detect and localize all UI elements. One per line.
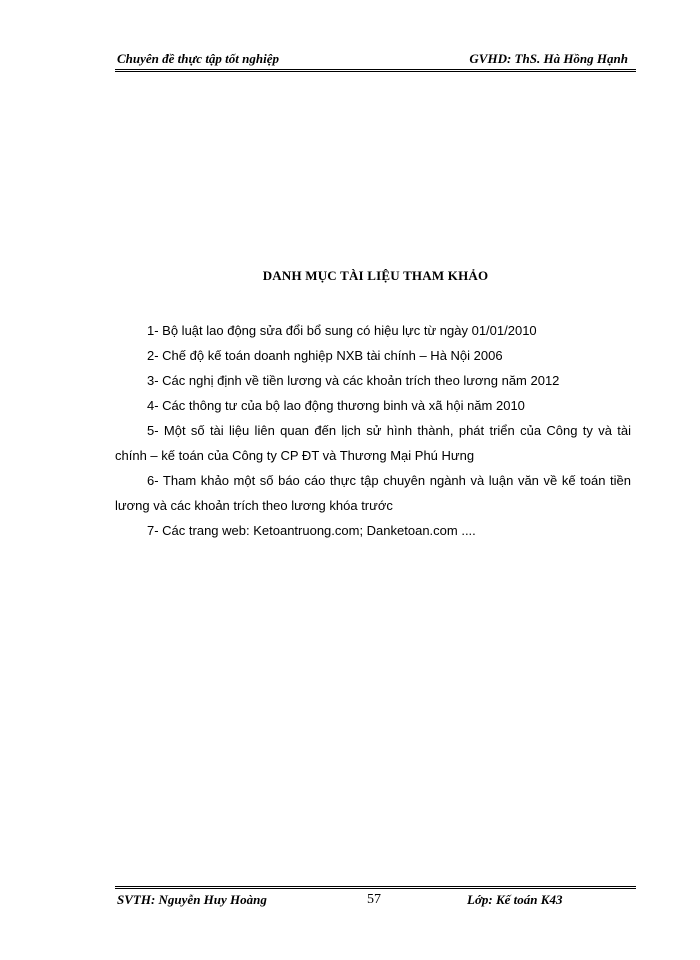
footer-student-name: SVTH: Nguyễn Huy Hoàng [117, 892, 267, 907]
page-title: DANH MỤC TÀI LIỆU THAM KHẢO [262, 268, 489, 283]
footer-class: Lớp: Kế toán K43 [467, 892, 563, 907]
footer-rule [115, 886, 636, 889]
reference-item: 3- Các nghị định về tiền lương và các khoản trích theo lương năm 2012 [147, 373, 560, 388]
header-rule [115, 69, 636, 72]
reference-item: 1- Bộ luật lao động sửa đổi bổ sung có hiệu lực từ ngày 01/01/2010 [147, 323, 537, 338]
reference-item: 4- Các thông tư của bộ lao động thương binh và xã hội năm 2010 [147, 398, 525, 413]
reference-item: 6- Tham khảo một số báo cáo thực tập chuyên ngành và luận văn về kế toán tiền lương và các khoản trích theo lương khóa trước [115, 473, 631, 513]
reference-item: 5- Một số tài liệu liên quan đến lịch sử hình thành, phát triển của Công ty và tài chính – kế toán của Công ty CP ĐT và Thương Mại Phú Hưng [115, 423, 631, 463]
reference-item: 2- Chế độ kế toán doanh nghiệp NXB tài chính – Hà Nội 2006 [147, 348, 503, 363]
page-footer [115, 892, 636, 912]
header-supervisor: GVHD: ThS. Hà Hồng Hạnh [469, 51, 628, 66]
reference-item: 7- Các trang web: Ketoantruong.com; Danketoan.com .... [147, 523, 476, 538]
page-number: 57 [367, 892, 381, 907]
header-thesis-title: Chuyên đề thực tập tốt nghiệp [117, 51, 279, 66]
reference-list [115, 318, 631, 543]
